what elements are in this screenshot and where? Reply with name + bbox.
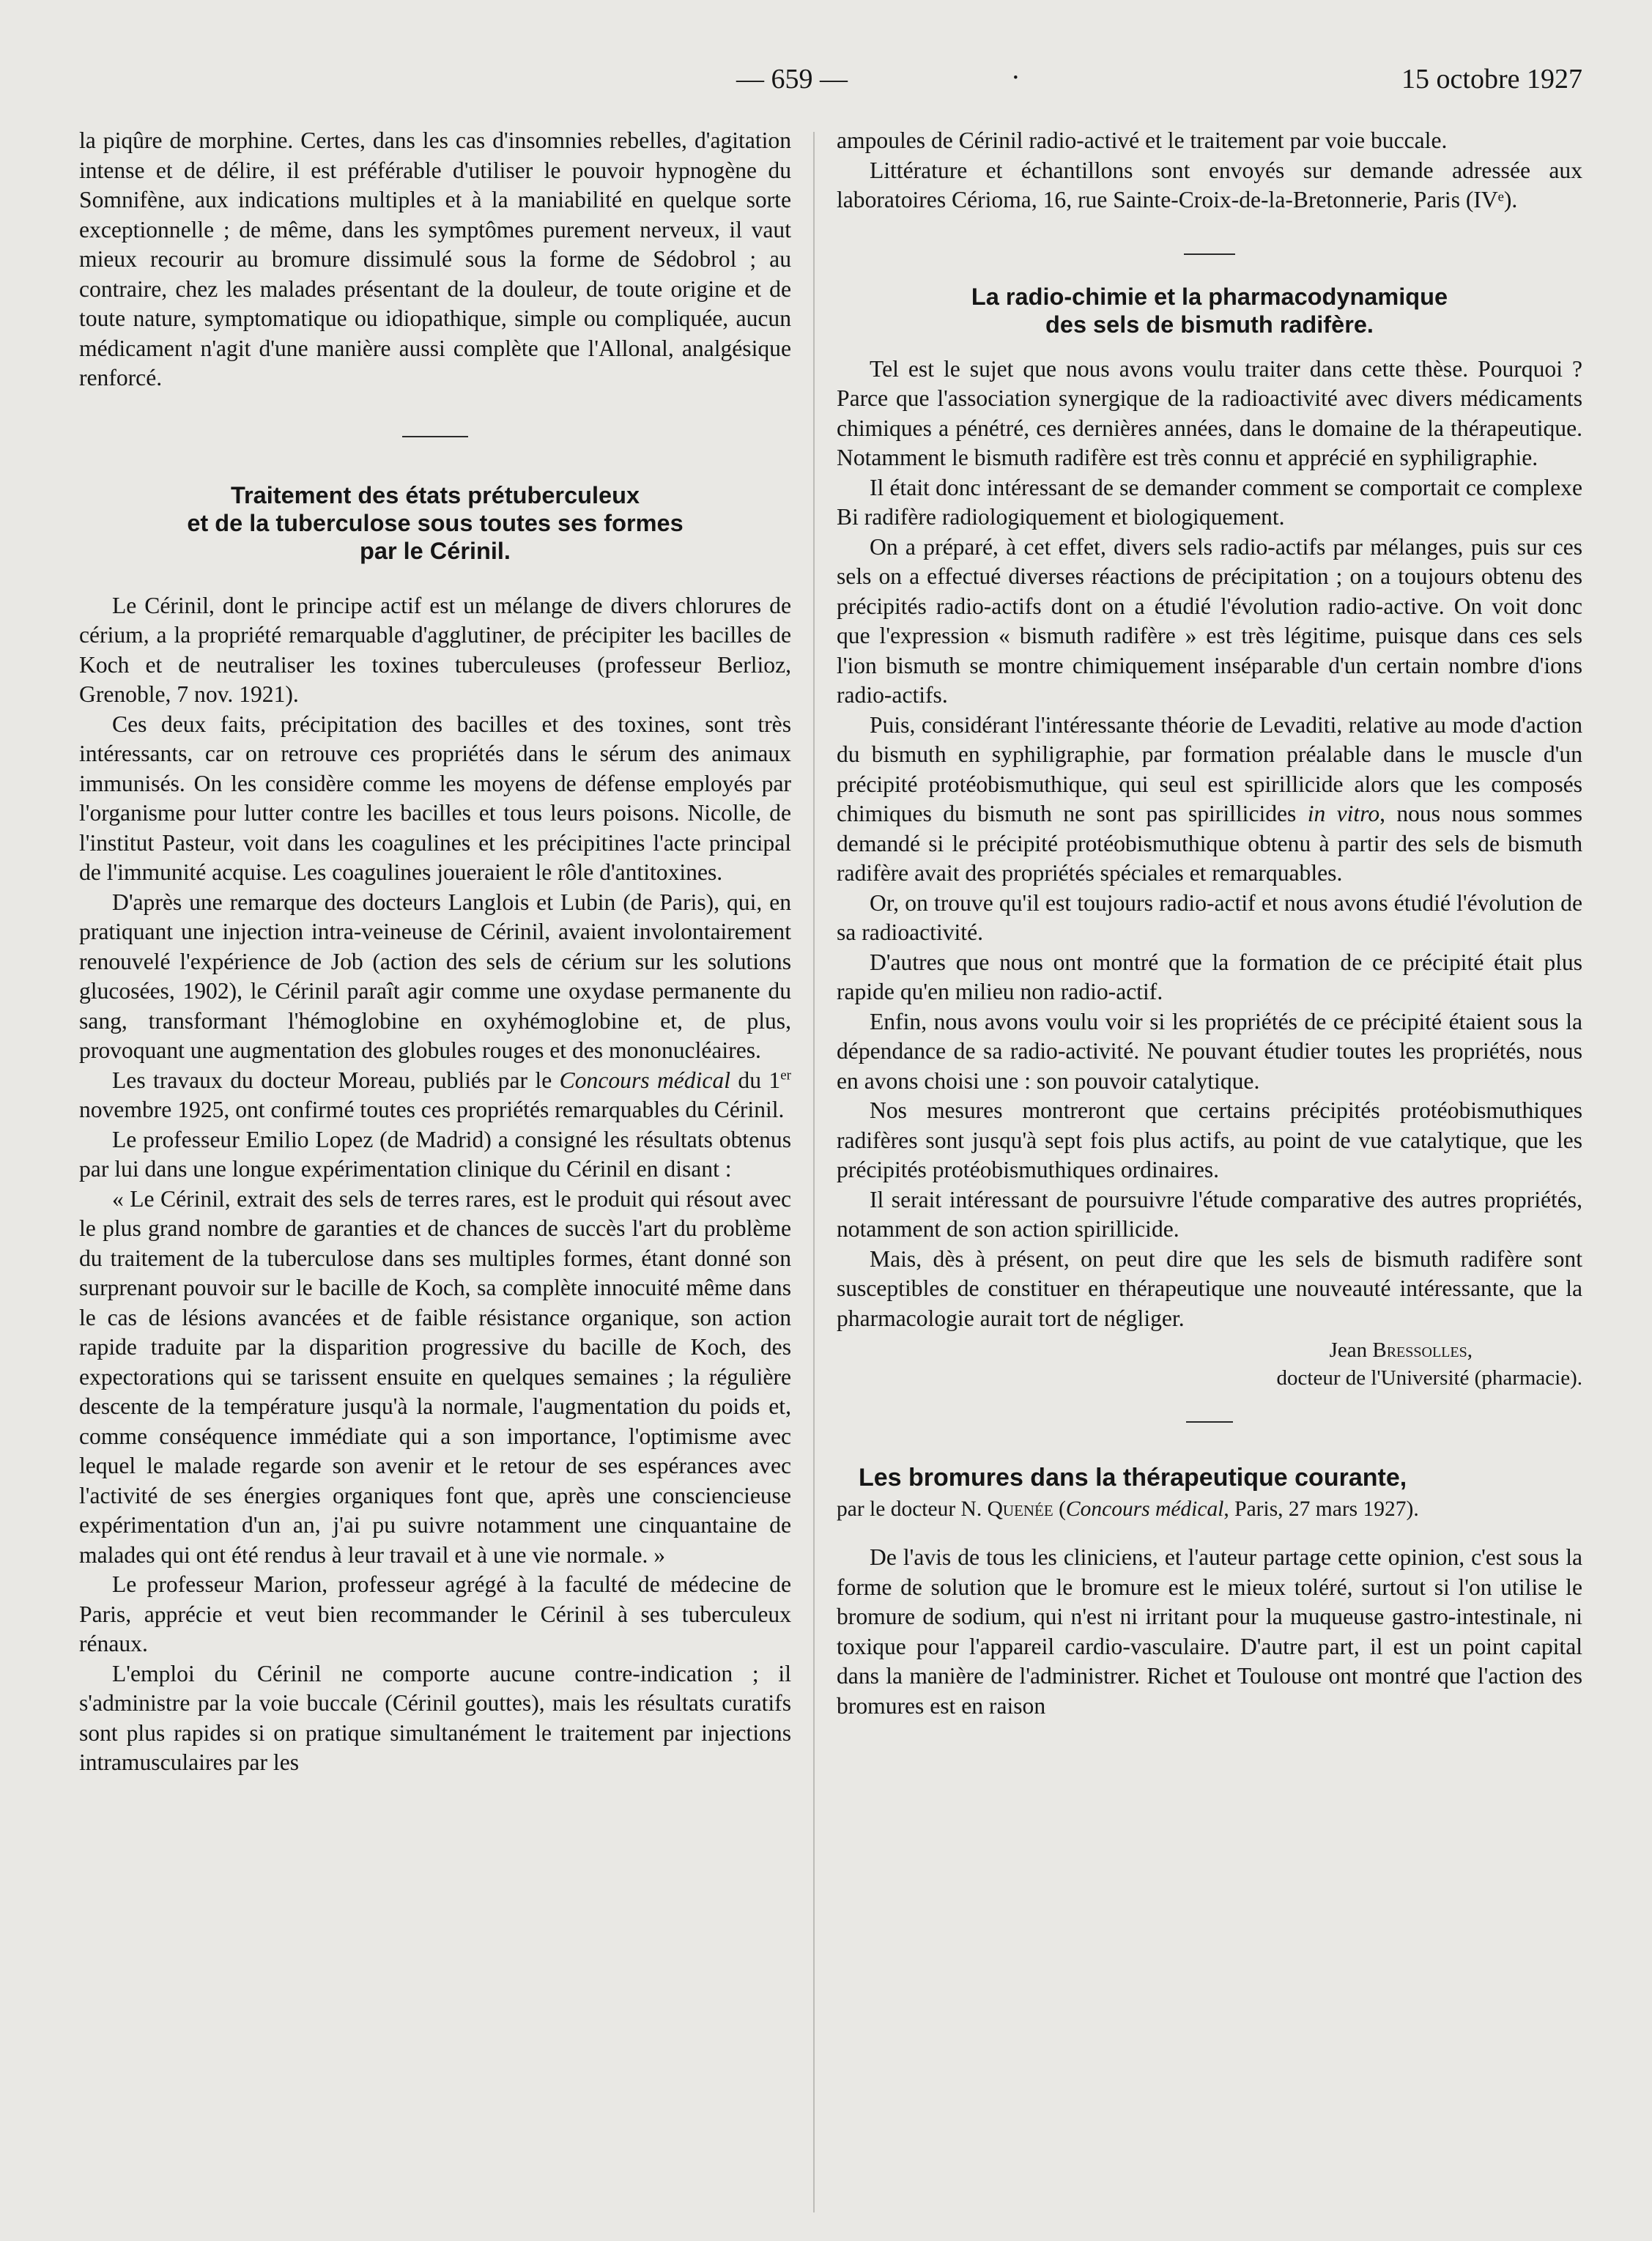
text-run: novembre 1925, ont confirmé toutes ces propriétés remarquables du Cérinil. bbox=[79, 1097, 785, 1122]
section-title-line: par le Cérinil. bbox=[360, 537, 511, 564]
section-title-cerinil bbox=[79, 481, 791, 565]
paragraph: Littérature et échantillons sont envoyés sur demande adressée aux laboratoires Cérioma, 16, rue Sainte-Croix-de-la-Bretonnerie, Paris (IVᵉ). bbox=[837, 157, 1582, 212]
paragraph: Nos mesures montreront que certains précipités protéobismuthiques radifères sont jusqu'à sept fois plus actifs, au point de vue catalytique, que les précipités protéobismuthiques ordinaires. bbox=[837, 1097, 1582, 1182]
text-run: Les travaux du docteur Moreau, publiés par le bbox=[112, 1067, 560, 1093]
page-number: — 659 — bbox=[736, 64, 848, 95]
right-column bbox=[837, 126, 1582, 1721]
issue-date: 15 octobre 1927 bbox=[1401, 64, 1582, 95]
section-separator bbox=[402, 436, 468, 437]
author-signature bbox=[837, 1336, 1582, 1364]
section-title-bismuth bbox=[837, 283, 1582, 338]
section-title-bromures: Les bromures dans la thérapeutique courante, bbox=[859, 1464, 1407, 1492]
journal-title: Concours médical bbox=[559, 1067, 730, 1093]
paragraph: Le professeur Marion, professeur agrégé à la faculté de médecine de Paris, apprécie et veut bien recommander le Cérinil à ses tuberculeux rénaux. bbox=[79, 1571, 791, 1656]
continued-paragraph: ampoules de Cérinil radio-activé et le traitement par voie buccale. bbox=[837, 127, 1448, 153]
paragraph bbox=[79, 1066, 791, 1125]
section-separator bbox=[1186, 1421, 1233, 1423]
paragraph: Mais, dès à présent, on peut dire que les sels de bismuth radifère sont susceptibles de constituer en thérapeutique une nouveauté intéressante, que la pharmacologie aurait tort de négliger. bbox=[837, 1245, 1582, 1331]
header-dot: · bbox=[1011, 62, 1021, 93]
italic-phrase: in vitro bbox=[1307, 801, 1380, 826]
paragraph: D'autres que nous ont montré que la formation de ce précipité était plus rapide qu'en milieu non radio-actif. bbox=[837, 949, 1582, 1004]
text-run: Puis, considérant l'intéressante théorie de Levaditi, relative au mode d'action du bismuth en syphiligraphie, par formation préalable dans le muscle d'un précipité protéobismuthique, qui seul est spirillicide alors que les composés chimiques du bismuth ne sont pas spirillicides bbox=[837, 711, 1582, 826]
text-run: ( bbox=[1053, 1497, 1066, 1521]
paragraph: D'après une remarque des docteurs Langlois et Lubin (de Paris), qui, en pratiquant une injection intra-veineuse de Cérinil, avaient involontairement renouvelé l'expérience de Job (action des sels de cérium sur les solutions glucosées, 1902), le Cérinil paraît agir comme une oxydase permanente du sang, transformant l'hémoglobine en oxyhémoglobine et, de plus, provoquant une augmentation des globules rouges et des mononucléaires. bbox=[79, 889, 791, 1063]
section-title-line: des sels de bismuth radifère. bbox=[1045, 311, 1374, 338]
paragraph bbox=[837, 711, 1582, 889]
author-title: docteur de l'Université (pharmacie). bbox=[1276, 1366, 1582, 1390]
ordinal-suffix: er bbox=[780, 1067, 791, 1083]
text-run: , nous nous sommes demandé si le précipité protéobismuthique obtenu à partir des sels de bismuth radifère avait des propriétés spéciales et remarquables. bbox=[837, 801, 1582, 886]
text-run: du 1 bbox=[730, 1067, 781, 1093]
doctor-name: Quenée bbox=[987, 1497, 1053, 1521]
paragraph: Enfin, nous avons voulu voir si les propriétés de ce précipité étaient sous la dépendance de sa radio-activité. Ne pouvant étudier toutes les propriétés, nous en avons choisi une : son pouvoir catalytique. bbox=[837, 1008, 1582, 1094]
section-title-line: La radio-chimie et la pharmacodynamique bbox=[971, 283, 1448, 310]
column-divider bbox=[813, 132, 815, 2212]
article-byline bbox=[837, 1494, 1582, 1524]
paragraph: De l'avis de tous les cliniciens, et l'auteur partage cette opinion, c'est sous la forme de solution que le bromure est le mieux toléré, surtout si l'on utilise le bromure de sodium, qui n'est ni irritant pour la muqueuse gastro-intestinale, ni toxique pour l'appareil cardio-vasculaire. D'autre part, il est un point capital dans la manière de l'administrer. Richet et Toulouse ont montré que l'action des bromures est en raison bbox=[837, 1544, 1582, 1719]
section-title-line: Traitement des états prétuberculeux bbox=[230, 481, 640, 508]
page-header bbox=[0, 63, 1652, 107]
author-last-name: Bressolles bbox=[1372, 1338, 1467, 1362]
author-first-name: Jean bbox=[1329, 1338, 1373, 1362]
paragraph: Le Cérinil, dont le principe actif est un mélange de divers chlorures de cérium, a la propriété remarquable d'agglutiner, de précipiter les bacilles de Koch et de neutraliser les toxines tuberculeuses (professeur Berlioz, Grenoble, 7 nov. 1921). bbox=[79, 592, 791, 707]
paragraph: Ces deux faits, précipitation des bacilles et des toxines, sont très intéressants, car on retrouve ces propriétés dans le sérum des animaux immunisés. On les considère comme les moyens de défense employés par l'organisme pour lutter contre les bacilles et tous leurs poisons. Nicolle, de l'institut Pasteur, voit dans les coagulines et les précipitines l'acte principal de l'immunité acquise. Les coagulines joueraient le rôle d'antitoxines. bbox=[79, 711, 791, 885]
text-run: , Paris, 27 mars 1927). bbox=[1223, 1497, 1419, 1521]
text-run: par le docteur N. bbox=[837, 1497, 988, 1521]
paragraph: Or, on trouve qu'il est toujours radio-actif et nous avons étudié l'évolution de sa radioactivité. bbox=[837, 889, 1582, 945]
paragraph: L'emploi du Cérinil ne comporte aucune contre-indication ; il s'administre par la voie buccale (Cérinil gouttes), mais les résultats curatifs sont plus rapides si on pratique simultanément le traitement par injections intramusculaires par les bbox=[79, 1660, 791, 1775]
section-title-line: et de la tuberculose sous toutes ses formes bbox=[187, 509, 684, 536]
paragraph: Il serait intéressant de poursuivre l'étude comparative des autres propriétés, notamment de son action spirillicide. bbox=[837, 1186, 1582, 1242]
paragraph: Le professeur Emilio Lopez (de Madrid) a consigné les résultats obtenus par lui dans une longue expérimentation clinique du Cérinil en disant : bbox=[79, 1126, 791, 1182]
signature-comma: , bbox=[1467, 1338, 1473, 1362]
left-column bbox=[79, 126, 791, 1778]
paragraph: On a préparé, à cet effet, divers sels radio-actifs par mélanges, puis sur ces sels on a effectué diverses réactions de précipitation ; on a toujours obtenu des précipités radio-actifs dont on a étudié l'évolution radio-active. On voit donc que l'expression « bismuth radifère » est très légitime, puisque dans ces sels l'ion bismuth se montre chimiquement inséparable d'un certain nombre d'ions radio-actifs. bbox=[837, 533, 1582, 708]
intro-paragraph: la piqûre de morphine. Certes, dans les cas d'insomnies rebelles, d'agitation intense et de délire, il est préférable d'utiliser le pouvoir hypnogène du Somnifène, aux indications multiples et à la maniabilité en quelque sorte exceptionnelle ; de même, dans les symptômes purement nerveux, il vaut mieux recourir au bromure dissimulé sous la forme de Sédobrol ; au contraire, chez les malades présentant de la douleur, de toute origine et de toute nature, symptomatique ou idiopathique, simple ou compliquée, aucun médicament n'agit d'une manière aussi complète que l'Allonal, analgésique renforcé. bbox=[79, 127, 791, 390]
quoted-paragraph: « Le Cérinil, extrait des sels de terres rares, est le produit qui résout avec le plus grand nombre de garanties et de chances de succès l'art du problème du traitement de la tuberculose dans ses multiples formes, étant donné son surprenant pouvoir sur le bacille de Koch, sa complète innocuité même dans le cas de lésions avancées et de faible résistance organique, son action rapide traduite par la disparition progressive du bacille de Koch, des expectorations qui se tarissent ensuite en quelques semaines ; la régulière descente de la température jusqu'à la normale, l'augmentation du poids et, comme conséquence immédiate qui a son importance, l'optimisme avec lequel le malade regarde son avenir et le retour de ses espérances avec l'activité de ses énergies organiques font que, après une consciencieuse expérimentation d'un an, j'ai pu suivre notamment une cinquantaine de malades qui ont été rendus à leur travail et à une vie normale. » bbox=[79, 1185, 791, 1568]
paragraph: Tel est le sujet que nous avons voulu traiter dans cette thèse. Pourquoi ? Parce que l'association synergique de la radioactivité avec divers médicaments chimiques a pénétré, ces dernières années, dans le domaine de la thérapeutique. Notamment le bismuth radifère est très connu et apprécié en syphiligraphie. bbox=[837, 355, 1582, 470]
paragraph: Il était donc intéressant de se demander comment se comportait ce complexe Bi radifère radiologiquement et biologiquement. bbox=[837, 474, 1582, 530]
section-separator bbox=[1184, 253, 1235, 255]
journal-title: Concours médical bbox=[1065, 1497, 1224, 1521]
